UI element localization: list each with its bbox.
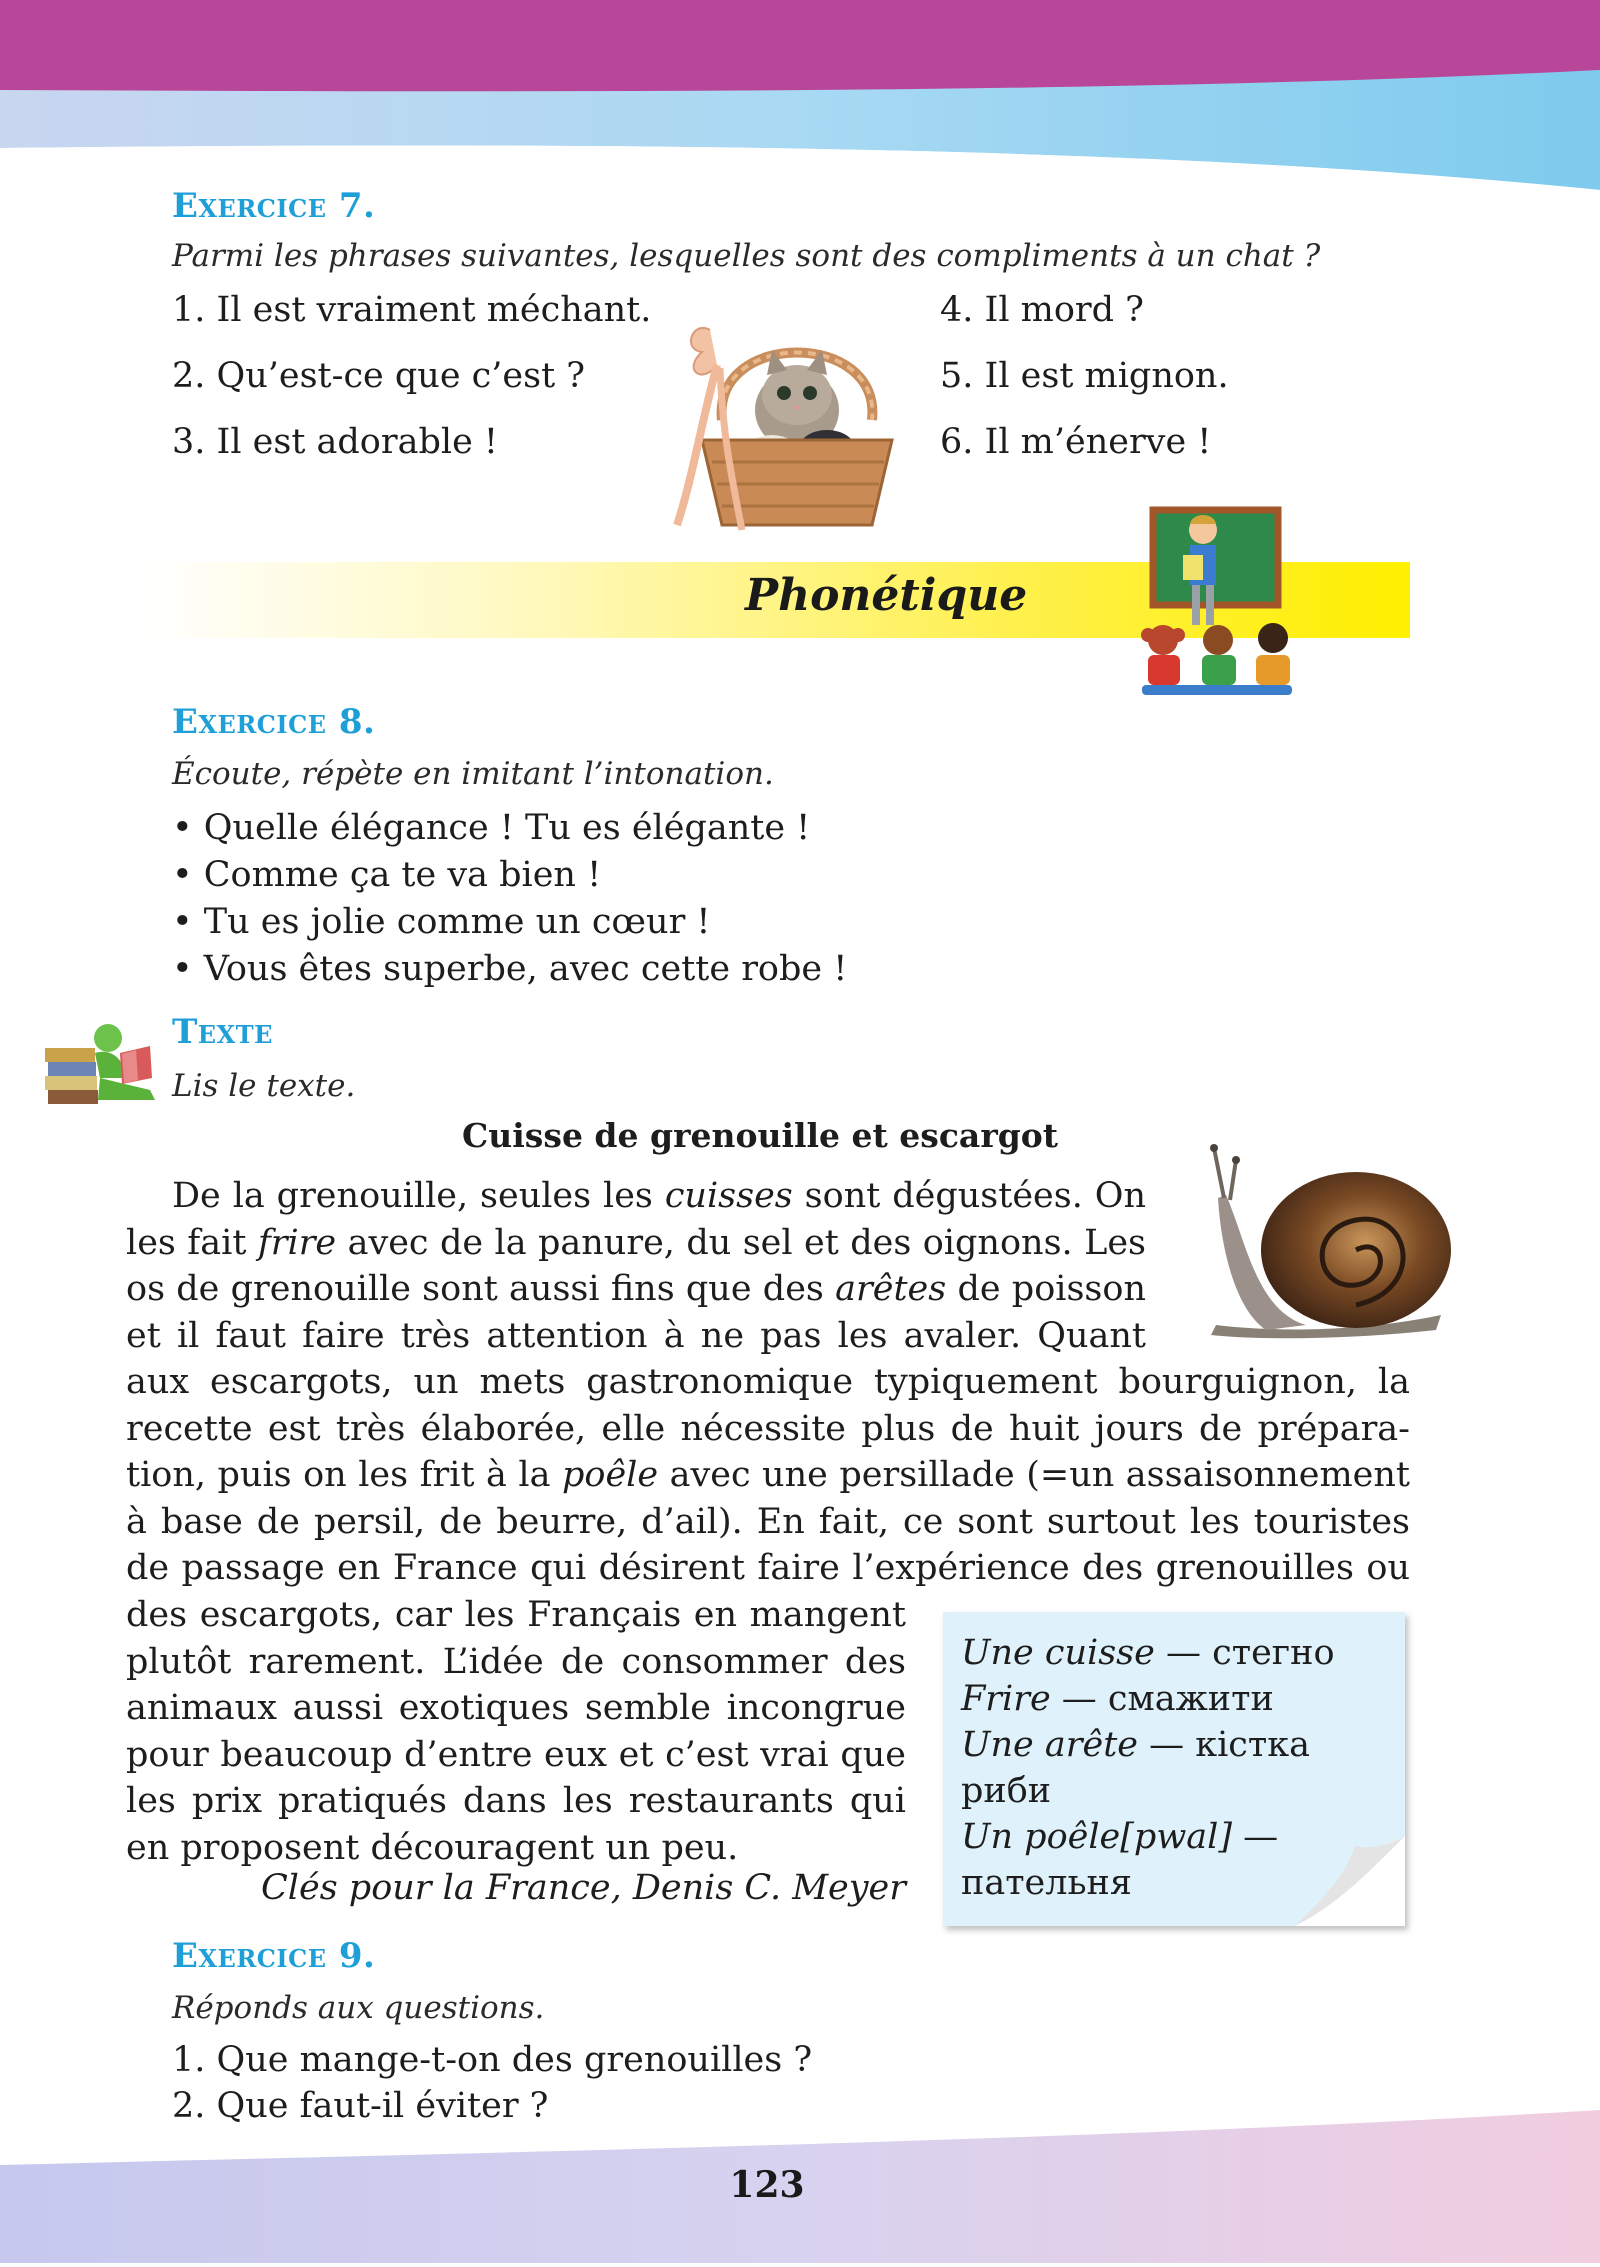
snail-image: [1196, 1140, 1456, 1340]
vocab-item: пательня: [961, 1863, 1132, 1903]
text-line: os de grenouille sont aussi fins que des arêtes de poisson: [126, 1269, 1147, 1309]
text-paragraph-1: [126, 1173, 1146, 1359]
exercise8-instruction: Écoute, répète en imitant l’intonation.: [172, 756, 774, 792]
text-line: les fait frire avec de la panure, du sel et des oignons. Les: [126, 1222, 1146, 1263]
text-paragraph-3: [126, 1592, 906, 1871]
list-item: • Tu es jolie comme un cœur !: [172, 902, 711, 942]
list-item: 6. Il m’énerve !: [940, 422, 1212, 462]
text-line: animaux aussi exotiques semble incongrue: [126, 1688, 906, 1728]
list-item: • Vous êtes superbe, avec cette robe !: [172, 949, 848, 989]
text-line: recette est très élaborée, elle nécessite plus de huit jours de prépara-: [126, 1408, 1410, 1449]
text-line: et il faut faire très attention à ne pas les avaler. Quant: [126, 1315, 1146, 1356]
exercise9-instruction: Réponds aux questions.: [172, 1990, 545, 2026]
text-source: Clés pour la France, Denis C. Meyer: [261, 1868, 906, 1908]
list-item: 2. Qu’est-ce que c’est ?: [172, 356, 586, 396]
phonetique-title: Phonétique: [745, 570, 1028, 621]
text-line: à base de persil, de beurre, d’ail). En fait, ce sont surtout les touristes: [126, 1501, 1410, 1542]
exercise8-bullets: [172, 808, 847, 996]
kitten-basket-image: [672, 290, 922, 535]
text-line: les prix pratiqués dans les restaurants qui: [126, 1781, 906, 1821]
list-item: • Quelle élégance ! Tu es élégante !: [172, 808, 811, 848]
list-item: 3. Il est adorable !: [172, 422, 498, 462]
text-line: des escargots, car les Français en mangent: [126, 1595, 906, 1635]
list-item: 4. Il mord ?: [940, 290, 1144, 330]
text-line: pour beaucoup d’entre eux et c’est vrai que: [126, 1734, 906, 1775]
vocab-item: риби: [961, 1771, 1052, 1811]
vocabulary-note: [943, 1612, 1405, 1926]
exercise7-title: Exercice 7.: [172, 186, 376, 226]
text-heading: Cuisse de grenouille et escargot: [462, 1116, 1059, 1155]
vocab-item: Une cuisse — стегно: [961, 1633, 1335, 1673]
header-band: [0, 0, 1600, 190]
page-number: 123: [729, 2164, 805, 2206]
list-item: • Comme ça te va bien !: [172, 855, 602, 895]
exercise9-title: Exercice 9.: [172, 1936, 376, 1976]
reading-figure-icon: [40, 1018, 165, 1118]
texte-title: Texte: [172, 1012, 273, 1052]
text-line: De la grenouille, seules les cuisses sont dégustées. On: [172, 1176, 1146, 1216]
list-item: 5. Il est mignon.: [940, 356, 1229, 396]
exercise7-left-list: [172, 290, 651, 488]
vocab-item: Une arête — кістка: [961, 1725, 1310, 1765]
text-line: de passage en France qui désirent faire l’expérience des grenouilles ou: [126, 1548, 1410, 1588]
list-item: 1. Que mange-t-on des grenouilles ?: [172, 2040, 813, 2080]
list-item: 1. Il est vraiment méchant.: [172, 290, 652, 330]
vocab-item: Frire — смажити: [961, 1679, 1274, 1719]
text-line: plutôt rarement. L’idée de consommer des: [126, 1641, 906, 1682]
exercise7-instruction: Parmi les phrases suivantes, lesquelles sont des compliments à un chat ?: [172, 238, 1321, 274]
vocab-item: Un poêle[pwal] —: [961, 1817, 1279, 1857]
texte-instruction: Lis le texte.: [172, 1068, 356, 1104]
exercise7-right-list: [940, 290, 1229, 488]
exercise8-title: Exercice 8.: [172, 702, 376, 742]
text-paragraph-2: [126, 1359, 1410, 1592]
text-line: tion, puis on les frit à la poêle avec une persillade (=un assaisonnement: [126, 1455, 1410, 1495]
text-line: en proposent découragent un peu.: [126, 1827, 739, 1868]
text-line: aux escargots, un mets gastronomique typiquement bourguignon, la: [126, 1362, 1410, 1402]
classroom-image: [1128, 500, 1303, 700]
vocab-list: [961, 1630, 1335, 1906]
list-item: 2. Que faut-il éviter ?: [172, 2086, 549, 2126]
